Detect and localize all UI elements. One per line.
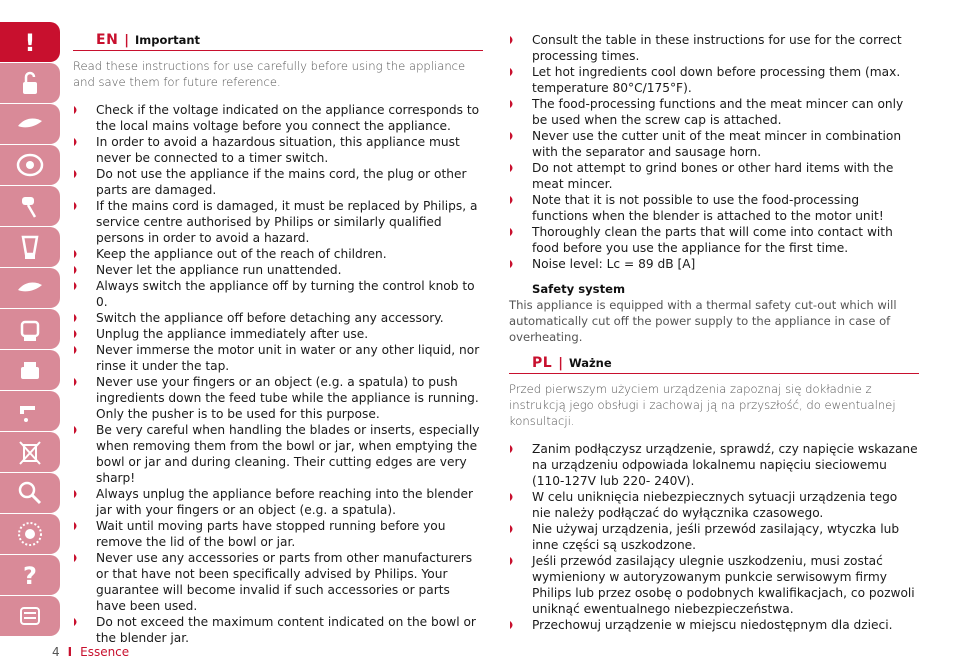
list-item-text: In order to avoid a hazardous situation, this appliance must never be connected to a timer switch. <box>96 135 460 165</box>
blender-jar-icon <box>15 232 45 262</box>
footer-separator: I <box>67 645 73 659</box>
bullet-icon <box>74 330 79 338</box>
crossed-bin-icon <box>15 437 45 467</box>
list-item-text: Do not attempt to grind bones or other hard items with the meat mincer. <box>532 161 894 191</box>
list-item <box>73 166 483 198</box>
sidebar-tab-exclamation[interactable] <box>0 22 60 62</box>
sidebar-tab-tap[interactable] <box>0 391 60 431</box>
sidebar-tab-blender-jar[interactable] <box>0 227 60 267</box>
list-item-text: Note that it is not possible to use the food-processing functions when the blender is attached to the motor unit! <box>532 193 884 223</box>
list-item <box>73 134 483 166</box>
list-item <box>73 518 483 550</box>
list-item-text: Keep the appliance out of the reach of children. <box>96 247 387 261</box>
list-item-text: Be very careful when handling the blades or inserts, especially when removing them from the bowl or jar, when emptying the bowl or jar and during cleaning. Their cutting edges are very sharp! <box>96 423 480 485</box>
list-item-text: Nie używaj urządzenia, jeśli przewód zasilający, wtyczka lub inne części są uszkodzone. <box>532 522 900 552</box>
sidebar-tab-leaf[interactable] <box>0 268 60 308</box>
bullet-icon <box>74 170 79 178</box>
bullet-icon <box>74 282 79 290</box>
sidebar-tab-motor-unit[interactable] <box>0 145 60 185</box>
bullet-icon <box>74 202 79 210</box>
guarantee-seal-icon <box>15 519 45 549</box>
list-item-text: Never let the appliance run unattended. <box>96 263 342 277</box>
leaf-icon <box>15 273 45 303</box>
list-item-text: Let hot ingredients cool down before processing them (max. temperature 80°C/175°F). <box>532 65 901 95</box>
exclamation-icon <box>15 27 45 57</box>
right-column <box>509 32 919 633</box>
header-separator: | <box>558 356 563 371</box>
bullet-icon <box>74 522 79 530</box>
pl-section-header <box>509 355 919 374</box>
list-item-text: Przechowuj urządzenie w miejscu niedostępnym dla dzieci. <box>532 618 893 632</box>
bullet-icon <box>510 525 515 533</box>
unlock-icon <box>15 68 45 98</box>
sidebar-tab-hand-mixer[interactable] <box>0 186 60 226</box>
bullet-icon <box>510 493 515 501</box>
bullet-icon <box>510 196 515 204</box>
left-column <box>73 32 483 646</box>
list-item-text: Do not use the appliance if the mains cord, the plug or other parts are damaged. <box>96 167 467 197</box>
header-separator: | <box>124 33 130 48</box>
list-item-text: Never use any accessories or parts from other manufacturers or that have not been specifically advised by Philips. Your guarantee will become invalid if such accessories or parts have been used. <box>96 551 473 613</box>
motor-unit-icon <box>15 150 45 180</box>
bullet-icon <box>74 554 79 562</box>
list-item <box>509 489 919 521</box>
list-item <box>509 160 919 192</box>
sidebar-tab-leaf[interactable] <box>0 104 60 144</box>
list-item <box>509 128 919 160</box>
intro-text: Read these instructions for use carefully before using the appliance and save them for future reference. <box>73 59 466 89</box>
list-item-text: Always unplug the appliance before reaching into the blender jar with your fingers or an object (e.g. a spatula). <box>96 487 473 517</box>
bullet-icon <box>74 106 79 114</box>
svg-text:?: ? <box>23 562 37 590</box>
list-item-text: Always switch the appliance off by turning the control knob to 0. <box>96 279 475 309</box>
hand-mixer-icon <box>15 191 45 221</box>
bullet-icon <box>510 445 515 453</box>
list-item-text: Switch the appliance off before detaching any accessory. <box>96 311 444 325</box>
safety-list <box>73 102 483 646</box>
list-item <box>73 102 483 134</box>
list-item <box>73 278 483 310</box>
safety-list-continued <box>509 32 919 272</box>
list-item <box>73 310 483 326</box>
list-item-text: Unplug the appliance immediately after use. <box>96 327 369 341</box>
en-section-header <box>73 32 483 51</box>
bullet-icon <box>510 100 515 108</box>
section-title: Important <box>135 33 201 47</box>
list-item <box>509 96 919 128</box>
bullet-icon <box>510 228 515 236</box>
list-item-text: If the mains cord is damaged, it must be replaced by Philips, a service centre authorised by Philips or similarly qualified persons in order to avoid a hazard. <box>96 199 478 245</box>
tap-icon <box>15 396 45 426</box>
list-item-text: Never use the cutter unit of the meat mincer in combination with the separator and sausage horn. <box>532 129 902 159</box>
list-item <box>73 422 483 486</box>
magnifier-icon <box>15 478 45 508</box>
list-item <box>509 441 919 489</box>
question-icon <box>15 560 45 590</box>
sidebar-tab-unlock[interactable] <box>0 63 60 103</box>
sidebar-tab-recipes[interactable] <box>0 596 60 636</box>
sidebar-tab-storage[interactable] <box>0 350 60 390</box>
list-item <box>509 256 919 272</box>
bullet-icon <box>510 132 515 140</box>
list-item-text: Wait until moving parts have stopped running before you remove the lid of the bowl or jar. <box>96 519 446 549</box>
list-item <box>73 326 483 342</box>
bullet-icon <box>510 164 515 172</box>
list-item-text: The food-processing functions and the meat mincer can only be used when the screw cap is attached. <box>532 97 904 127</box>
sidebar-tab-question[interactable] <box>0 555 60 595</box>
page-number: 4 <box>52 645 60 659</box>
section-title: Ważne <box>568 356 612 370</box>
intro-text-pl: Przed pierwszym użyciem urządzenia zapoznaj się dokładnie z instrukcją jego obsługi i zachowaj ją na przyszłość, do ewentualnej konsultacji. <box>509 382 896 428</box>
list-item-text: Consult the table in these instructions for use for the correct processing times. <box>532 33 902 63</box>
list-item <box>73 550 483 614</box>
list-item-text: Never use your fingers or an object (e.g. a spatula) to push ingredients down the feed tube while the appliance is running. Only the pusher is to be used for this purpose. <box>96 375 479 421</box>
list-item <box>73 486 483 518</box>
list-item <box>509 192 919 224</box>
sidebar-tab-food-processor[interactable] <box>0 309 60 349</box>
list-item-text: Jeśli przewód zasilający ulegnie uszkodzeniu, musi zostać wymieniony w autoryzowanym punkcie serwisowym firmy Philips lub przez osobę o podobnych kwalifikacjach, co pozwoli uniknąć ewentualnego niebezpieczeństwa. <box>532 554 915 616</box>
bullet-icon <box>510 68 515 76</box>
leaf-icon <box>15 109 45 139</box>
list-item-text: Never immerse the motor unit in water or any other liquid, nor rinse it under the tap. <box>96 343 480 373</box>
bullet-icon <box>510 557 515 565</box>
list-item <box>73 374 483 422</box>
svg-text:!: ! <box>24 29 36 57</box>
bullet-icon <box>74 266 79 274</box>
list-item <box>509 224 919 256</box>
bullet-icon <box>74 346 79 354</box>
list-item-text: Noise level: Lc = 89 dB [A] <box>532 257 696 271</box>
recipes-icon <box>15 601 45 631</box>
product-name: Essence <box>80 645 130 659</box>
storage-icon <box>15 355 45 385</box>
list-item-text: W celu uniknięcia niebezpiecznych sytuacji urządzenia tego nie należy podłączać do wyłącznika czasowego. <box>532 490 898 520</box>
language-code: EN <box>96 32 119 48</box>
bullet-icon <box>74 490 79 498</box>
list-item <box>73 246 483 262</box>
list-item <box>73 198 483 246</box>
sidebar-tabs <box>0 22 60 637</box>
page-footer <box>52 645 129 659</box>
sidebar-tab-crossed-bin[interactable] <box>0 432 60 472</box>
safety-system-title: Safety system <box>532 282 626 296</box>
bullet-icon <box>74 250 79 258</box>
language-code: PL <box>532 355 553 371</box>
bullet-icon <box>510 36 515 44</box>
bullet-icon <box>74 138 79 146</box>
list-item <box>509 553 919 617</box>
list-item-text: Zanim podłączysz urządzenie, sprawdź, czy napięcie wskazane na urządzeniu odpowiada lokalnemu napięciu sieciowemu (110-127V lub 220- 240V). <box>532 442 918 488</box>
list-item <box>73 262 483 278</box>
bullet-icon <box>510 260 515 268</box>
list-item-text: Do not exceed the maximum content indicated on the bowl or the blender jar. <box>96 615 476 645</box>
list-item-text: Check if the voltage indicated on the appliance corresponds to the local mains voltage before you connect the appliance. <box>96 103 480 133</box>
list-item <box>509 521 919 553</box>
list-item-text: Thoroughly clean the parts that will come into contact with food before you use the appliance for the first time. <box>532 225 893 255</box>
bullet-icon <box>74 618 79 626</box>
bullet-icon <box>74 378 79 386</box>
food-processor-icon <box>15 314 45 344</box>
bullet-icon <box>74 426 79 434</box>
list-item <box>73 614 483 646</box>
safety-system-text: This appliance is equipped with a thermal safety cut-out which will automatically cut off the power supply to the appliance in case of overheating. <box>509 298 897 344</box>
safety-list-pl <box>509 441 919 633</box>
bullet-icon <box>74 314 79 322</box>
sidebar-tab-guarantee-seal[interactable] <box>0 514 60 554</box>
list-item <box>509 32 919 64</box>
list-item <box>73 342 483 374</box>
sidebar-tab-magnifier[interactable] <box>0 473 60 513</box>
list-item <box>509 617 919 633</box>
list-item <box>509 64 919 96</box>
bullet-icon <box>510 621 515 629</box>
